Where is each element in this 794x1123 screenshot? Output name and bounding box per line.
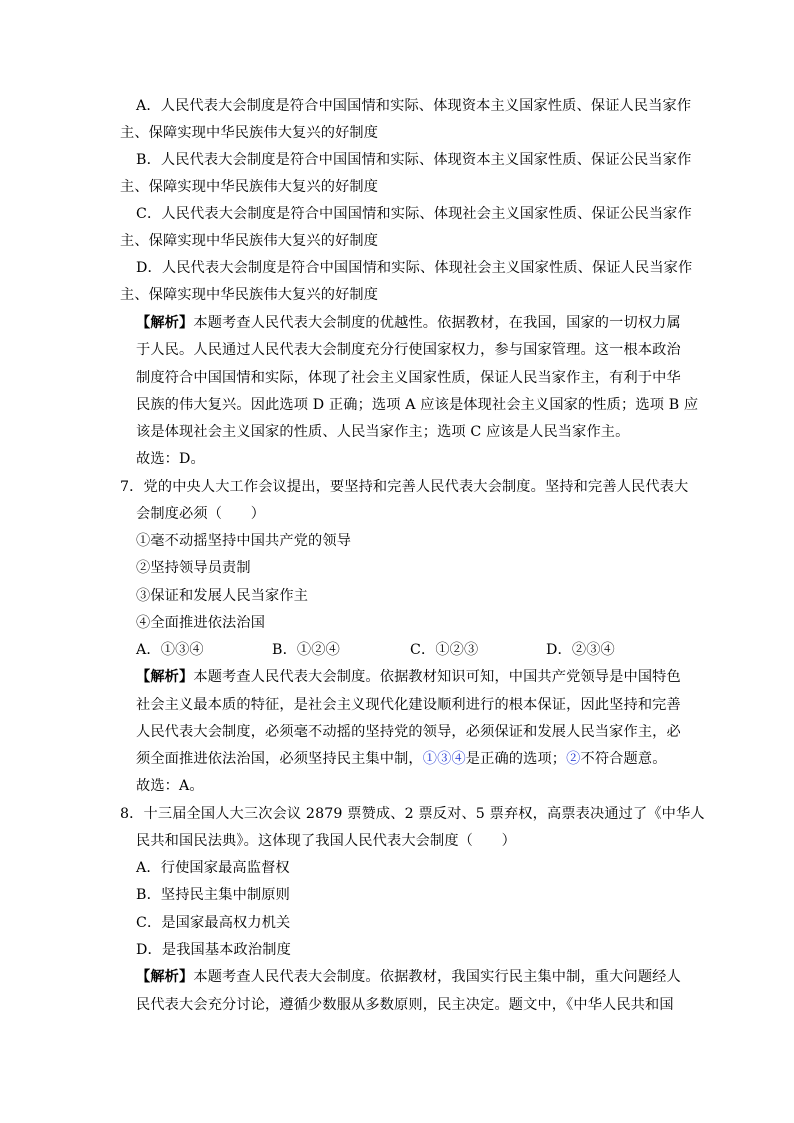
- q7-analysis-text4c: 不符合题意。: [580, 751, 667, 767]
- q6-analysis-line2: 于人民。人民通过人民代表大会制度充分行使国家权力，参与国家管理。这一根本政治: [136, 342, 681, 358]
- q7-analysis-wrong-item: ②: [566, 751, 581, 767]
- q6-analysis-line1: [136, 314, 681, 332]
- q6-answer: 故选：D。: [136, 451, 205, 467]
- q6-analysis-line3: 制度符合中国国情和实际，体现了社会主义国家性质，保证人民当家作主，有利于中华: [136, 370, 681, 386]
- q6-option-d-line1: D．人民代表大会制度是符合中国国情和实际、体现社会主义国家性质、保证人民当家作: [136, 260, 693, 276]
- q7-analysis-text4b: 是正确的选项；: [465, 751, 567, 767]
- q7-choice-b: B．①②④: [272, 642, 340, 658]
- q8-analysis-text1: 本题考查人民代表大会制度。依据教材，我国实行民主集中制，重大问题经人: [193, 969, 681, 985]
- q7-choice-c: C．①②③: [410, 642, 479, 658]
- q8-option-b: B．坚持民主集中制原则: [136, 887, 290, 903]
- q7-item-3: ③保证和发展人民当家作主: [136, 588, 309, 604]
- q7-analysis-tag: 【解析】: [136, 669, 194, 685]
- q8-analysis-line1: [136, 968, 681, 986]
- q6-analysis-line5: 该是体现社会主义国家的性质、人民当家作主；选项 C 应该是人民当家作主。: [136, 424, 630, 440]
- q8-stem-line2: 民共和国民法典》。这体现了我国人民代表大会制度（ ）: [136, 833, 517, 849]
- q8-analysis-line2: 民代表大会充分讨论，遵循少数服从多数原则，民主决定。题文中，《中华人民共和国: [136, 997, 674, 1013]
- q7-analysis-line2: 社会主义最本质的特征，是社会主义现代化建设顺利进行的根本保证，因此坚持和完善: [136, 697, 681, 713]
- q7-analysis-line1: [136, 668, 681, 686]
- q6-option-a-line2: 主、保障实现中华民族伟大复兴的好制度: [120, 125, 379, 141]
- q7-item-1: ①毫不动摇坚持中国共产党的领导: [136, 533, 352, 549]
- q6-option-c-line1: C．人民代表大会制度是符合中国国情和实际、体现社会主义国家性质、保证公民当家作: [136, 206, 692, 222]
- q7-item-4: ④全面推进依法治国: [136, 615, 266, 631]
- q7-analysis-text1: 本题考查人民代表大会制度。依据教材知识可知，中国共产党领导是中国特色: [193, 669, 681, 685]
- q7-analysis-line3: 人民代表大会制度，必须毫不动摇的坚持党的领导，必须保证和发展人民当家作主，必: [136, 724, 681, 740]
- q7-stem-line2: 会制度必须（ ）: [136, 506, 266, 522]
- q7-analysis-line4: [136, 750, 667, 768]
- q6-option-b-line1: B．人民代表大会制度是符合中国国情和实际、体现资本主义国家性质、保证公民当家作: [136, 152, 692, 168]
- q6-analysis-tag: 【解析】: [136, 315, 194, 331]
- q7-choice-d: D．②③④: [546, 642, 615, 658]
- q7-analysis-correct-items: ①③④: [422, 751, 466, 767]
- q8-option-c: C．是国家最高权力机关: [136, 915, 291, 931]
- q6-analysis-line4: 民族的伟大复兴。因此选项 D 正确；选项 A 应该是体现社会主义国家的性质；选项 B 应: [136, 397, 699, 413]
- q6-analysis-text1: 本题考查人民代表大会制度的优越性。依据教材，在我国，国家的一切权力属: [193, 315, 681, 331]
- q8-option-a: A．行使国家最高监督权: [136, 860, 290, 876]
- q6-option-c-line2: 主、保障实现中华民族伟大复兴的好制度: [120, 233, 379, 249]
- q7-analysis-text4a: 须全面推进依法治国，必须坚持民主集中制，: [136, 751, 423, 767]
- q6-option-b-line2: 主、保障实现中华民族伟大复兴的好制度: [120, 179, 379, 195]
- q6-option-d-line2: 主、保障实现中华民族伟大复兴的好制度: [120, 287, 379, 303]
- q8-stem-line1: 8．十三届全国人大三次会议 2879 票赞成、2 票反对、5 票弃权，高票表决通过了《中华人: [120, 806, 705, 822]
- q8-analysis-tag: 【解析】: [136, 969, 194, 985]
- q8-option-d: D．是我国基本政治制度: [136, 942, 291, 958]
- q6-option-a-line1: A．人民代表大会制度是符合中国国情和实际、体现资本主义国家性质、保证人民当家作: [136, 98, 692, 114]
- q7-stem-line1: 7．党的中央人大工作会议提出，要坚持和完善人民代表大会制度。坚持和完善人民代表大: [120, 479, 689, 495]
- q7-item-2: ②坚持领导员责制: [136, 560, 251, 576]
- q7-answer: 故选：A。: [136, 778, 204, 794]
- q7-choice-a: A．①③④: [136, 642, 204, 658]
